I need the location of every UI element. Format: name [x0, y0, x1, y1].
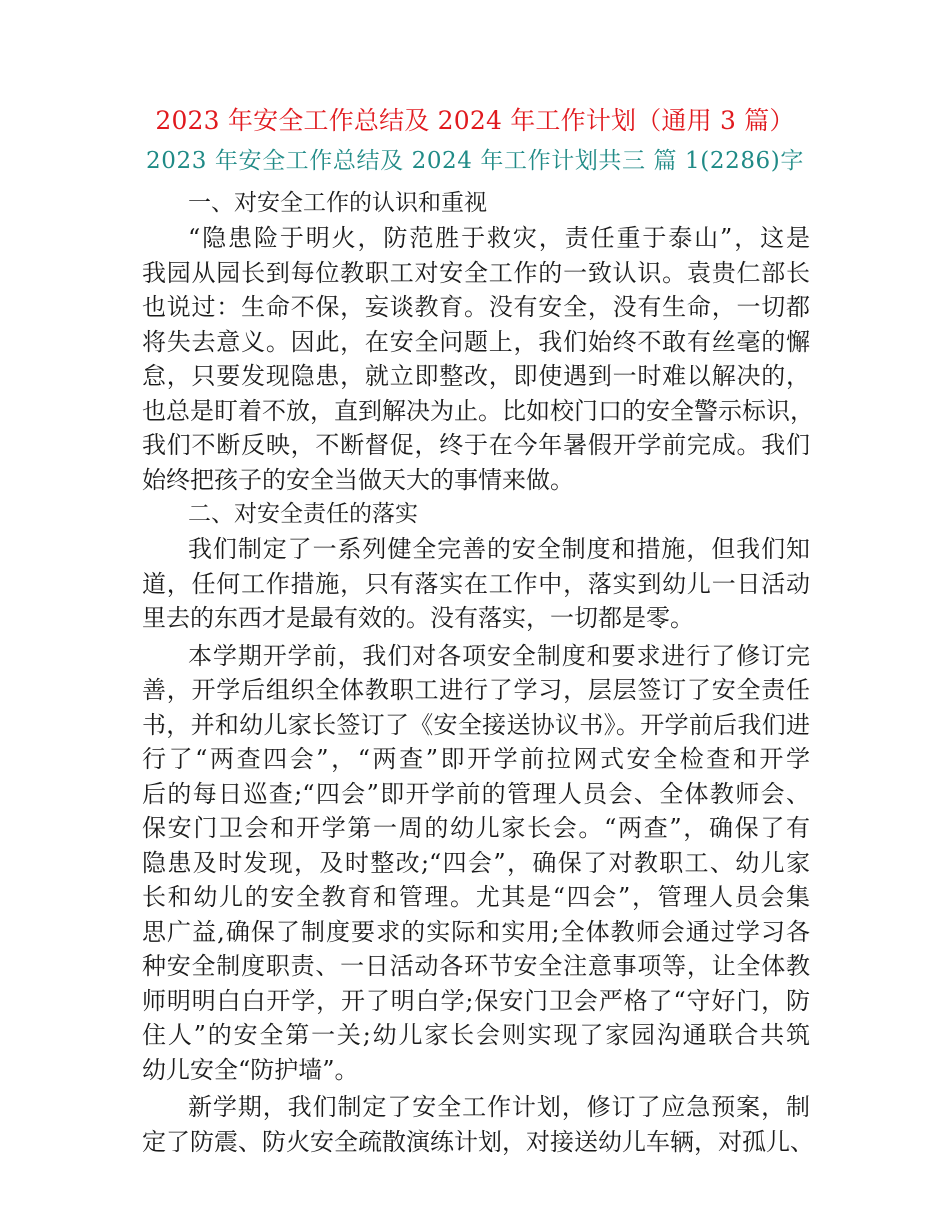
paragraph-line: 我园从园长到每位教职工对安全工作的一致认识。袁贵仁部长: [142, 258, 810, 287]
paragraph-3: [142, 639, 810, 1088]
paragraph-line: 里去的东西才是最有效的。没有落实，一切都是零。: [142, 604, 694, 632]
document-title: 2023 年安全工作总结及 2024 年工作计划（通用 3 篇）: [155, 106, 795, 135]
paragraph-line: 书，并和幼儿家长签订了《安全接送协议书》。开学前后我们进: [142, 710, 810, 739]
section-heading: 二、对安全责任的落实: [188, 501, 418, 527]
paragraph-line: 种安全制度职责、一日活动各环节安全注意事项等，让全体教: [142, 952, 810, 980]
paragraph-line: 师明明白白开学，开了明白学;保安门卫会严格了“守好门，防: [142, 986, 810, 1015]
paragraph-line: 后的每日巡查;“四会”即开学前的管理人员会、全体教师会、: [142, 779, 810, 808]
paragraph-1: [142, 221, 814, 497]
section-2: [142, 497, 810, 532]
paragraph-line: 道，任何工作措施，只有落实在工作中，落实到幼儿一日活动: [142, 569, 810, 598]
paragraph-line: 我们制定了一系列健全完善的安全制度和措施，但我们知: [188, 535, 810, 563]
paragraph-line: 思广益,确保了制度要求的实际和实用;全体教师会通过学习各: [142, 917, 810, 946]
paragraph-line: 新学期，我们制定了安全工作计划，修订了应急预案，制: [188, 1093, 810, 1121]
paragraph-line: 本学期开学前，我们对各项安全制度和要求进行了修订完: [188, 641, 810, 670]
paragraph-line: 长和幼儿的安全教育和管理。尤其是“四会”，管理人员会集: [142, 883, 810, 911]
section-heading: 一、对安全工作的认识和重视: [188, 190, 487, 216]
paragraph-line: 隐患及时发现，及时整改;“四会”，确保了对教职工、幼儿家: [142, 848, 810, 877]
paragraph-line: 住人”的安全第一关;幼儿家长会则实现了家园沟通联合共筑: [142, 1021, 810, 1049]
paragraph-line: 保安门卫会和开学第一周的幼儿家长会。“两查”，确保了有: [142, 814, 810, 842]
paragraph-line: 怠，只要发现隐患，就立即整改，即使遇到一时难以解决的，: [142, 362, 810, 390]
paragraph-2: [142, 532, 810, 636]
paragraph-line: 定了防震、防火安全疏散演练计划，对接送幼儿车辆，对孤儿、: [142, 1127, 814, 1156]
paragraph-line: 善，开学后组织全体教职工进行了学习，层层签订了安全责任: [142, 676, 810, 704]
paragraph-line: 行了“两查四会”，“两查”即开学前拉网式安全检查和开学: [142, 745, 810, 773]
paragraph-line: 我们不断反映，不断督促，终于在今年暑假开学前完成。我们: [142, 431, 810, 459]
document-subtitle: 2023 年安全工作总结及 2024 年工作计划共三 篇 1(2286)字: [146, 148, 804, 174]
paragraph-line: 也说过：生命不保，妄谈教育。没有安全，没有生命，一切都: [142, 293, 810, 321]
paragraph-line: 幼儿安全“防护墙”。: [142, 1055, 359, 1084]
document-body: [142, 180, 814, 1159]
paragraph-line: 将失去意义。因此，在安全问题上，我们始终不敢有丝毫的懈: [142, 327, 810, 356]
paragraph-line: “隐患险于明火，防范胜于救灾，责任重于泰山”，这是: [188, 224, 810, 252]
paragraph-4: [142, 1090, 814, 1159]
paragraph-line: 始终把孩子的安全当做天大的事情来做。: [142, 465, 574, 494]
paragraph-line: 也总是盯着不放，直到解决为止。比如校门口的安全警示标识，: [142, 396, 814, 425]
section-1: [142, 186, 810, 221]
